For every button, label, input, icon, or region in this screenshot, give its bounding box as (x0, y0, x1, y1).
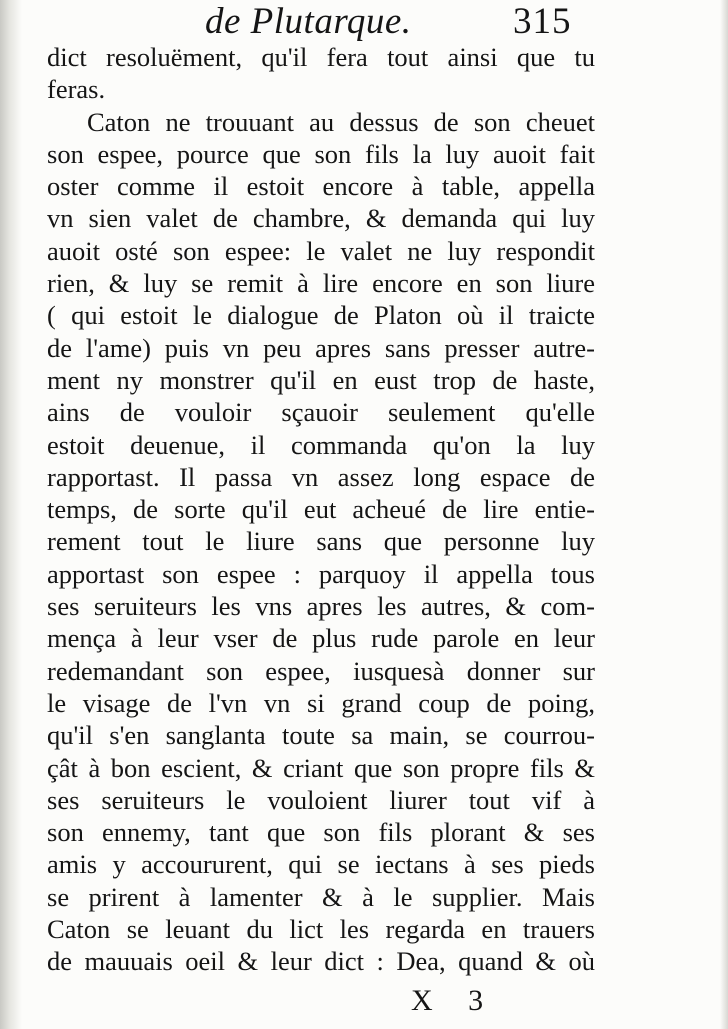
text-line: dict resoluëment, qu'il fera tout ainsi que tu (47, 42, 595, 72)
text-line: mença à leur vser de plus rude parole en leur (47, 623, 595, 654)
signature-mark: X 3 (411, 984, 498, 1017)
text-line: rien, & luy se remit à lire encore en son liure (47, 268, 595, 299)
text-line: ses seruiteurs les vns apres les autres, & com- (47, 591, 595, 622)
text-line: Caton se leuant du lict les regarda en trauers (47, 914, 595, 945)
text-line: se prirent à lamenter & à le supplier. Mais (47, 881, 595, 912)
text-line: son ennemy, tant que son fils plorant & ses (47, 817, 595, 848)
body-text (47, 41, 595, 978)
text-line: temps, de sorte qu'il eut acheué de lire entie- (47, 494, 595, 525)
text-line: ment ny monstrer qu'il en eust trop de haste, (47, 364, 595, 395)
text-line: ains de vouloir sçauoir seulement qu'elle (47, 397, 595, 428)
text-line: ( qui estoit le dialogue de Platon où il traicte (47, 300, 595, 331)
text-line: de mauuais oeil & leur dict : Dea, quand & où (47, 946, 595, 977)
text-line: amis y accoururent, qui se iectans à ses pieds (47, 849, 595, 880)
running-head: de Plutarque. (205, 1, 412, 42)
text-line: apportast son espee : parquoy il appella tous (47, 558, 595, 589)
page-edge-shadow (720, 0, 728, 1029)
text-line: de l'ame) puis vn peu apres sans presser autre- (47, 332, 595, 363)
text-line: rapportast. Il passa vn assez long espace de (47, 461, 595, 492)
text-line: le visage de l'vn vn si grand coup de poing, (47, 687, 595, 718)
text-line: rement tout le liure sans que personne luy (47, 526, 595, 557)
text-line: oster comme il estoit encore à table, appella (47, 171, 595, 202)
text-line: çât à bon escient, & criant que son propre fils & (47, 752, 595, 783)
text-line: qu'il s'en sanglanta toute sa main, se courrou- (47, 720, 595, 751)
page-gutter-shadow (0, 0, 22, 1029)
text-line: son espee, pource que son fils la luy auoit fait (47, 138, 595, 169)
text-line: redemandant son espee, iusquesà donner sur (47, 655, 595, 686)
text-line: vn sien valet de chambre, & demanda qui luy (47, 203, 595, 234)
page-number: 315 (513, 1, 572, 42)
text-line: ses seruiteurs le vouloient liurer tout vif à (47, 784, 595, 815)
text-line: estoit deuenue, il commanda qu'on la luy (47, 429, 595, 460)
text-line: feras. (47, 74, 106, 105)
text-line: auoit osté son espee: le valet ne luy respondit (47, 235, 595, 266)
text-line: Caton ne trouuant au dessus de son cheuet (87, 106, 595, 137)
